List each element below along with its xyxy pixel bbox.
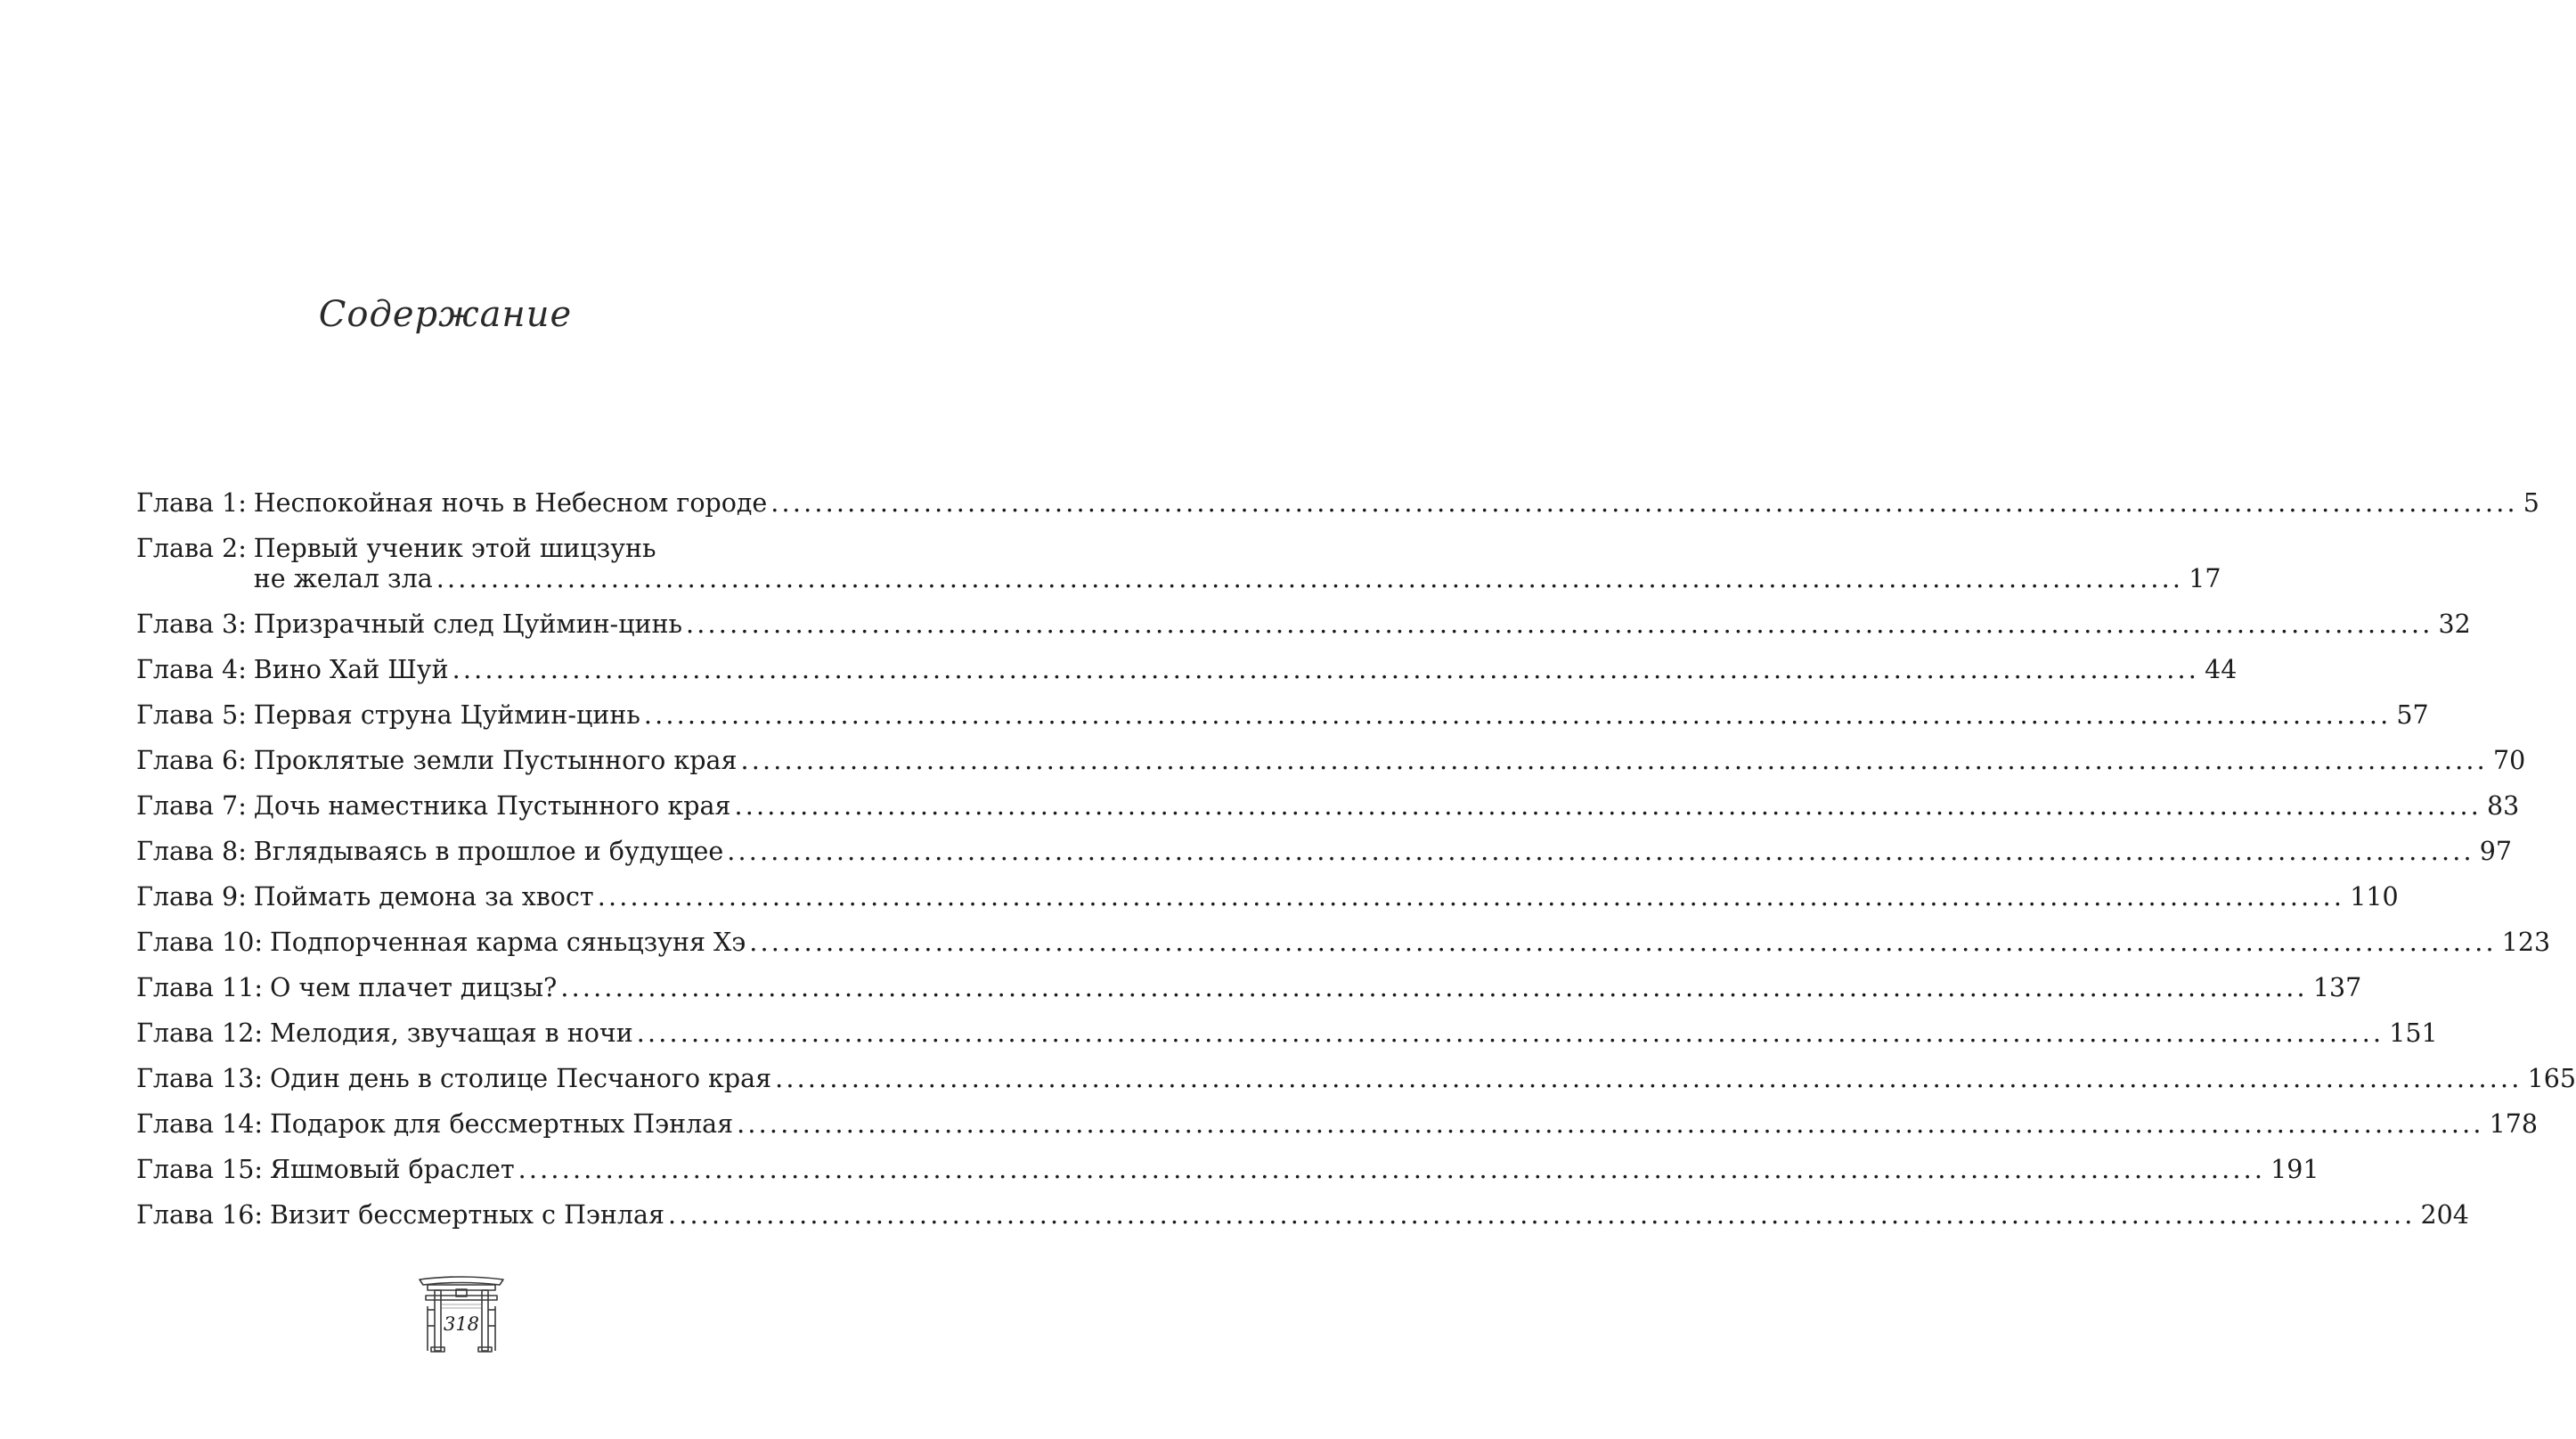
toc-chapter-label: Глава 13: bbox=[136, 1064, 263, 1093]
toc-entry-body bbox=[247, 837, 2513, 867]
toc-entry bbox=[136, 1200, 2469, 1231]
toc-leader-dots: ................................................................................................................................................................ bbox=[749, 928, 2497, 957]
toc-title: Вглядываясь в прошлое и будущее bbox=[253, 837, 724, 866]
toc-entry bbox=[136, 488, 2539, 519]
toc-leader-dots: ................................................................................................................................................................ bbox=[597, 882, 2345, 912]
toc-title: Мелодия, звучащая в ночи bbox=[269, 1018, 633, 1048]
toc-entry-body bbox=[247, 882, 2399, 912]
page-title: Содержание bbox=[318, 294, 573, 335]
toc-title-line bbox=[269, 1109, 2539, 1140]
toc-title-line bbox=[269, 1200, 2469, 1231]
toc-leader-dots: ................................................................................................................................................................ bbox=[560, 973, 2308, 1002]
toc-title-line bbox=[269, 1064, 2576, 1094]
toc-page-number: 178 bbox=[2489, 1109, 2539, 1139]
toc-entry-body bbox=[247, 700, 2429, 731]
toc-title-line bbox=[253, 564, 2221, 594]
toc-entry-body bbox=[263, 928, 2551, 958]
toc-title: Визит бессмертных с Пэнлая bbox=[269, 1200, 664, 1230]
toc-title: Неспокойная ночь в Небесном городе bbox=[253, 488, 768, 518]
toc-leader-dots: ................................................................................................................................................................ bbox=[436, 564, 2184, 593]
toc-chapter-label: Глава 9: bbox=[136, 882, 247, 912]
toc-title: О чем плачет дицзы? bbox=[269, 973, 558, 1002]
toc-entry bbox=[136, 791, 2520, 822]
toc-entry bbox=[136, 534, 2221, 594]
toc-title-line bbox=[269, 1155, 2319, 1185]
toc-page-number: 137 bbox=[2312, 973, 2362, 1002]
toc-leader-dots: ................................................................................................................................................................ bbox=[452, 655, 2200, 684]
toc-title-line bbox=[253, 488, 2539, 519]
toc-entry bbox=[136, 973, 2362, 1003]
toc-entry-body bbox=[247, 791, 2520, 822]
toc-leader-dots: ................................................................................................................................................................ bbox=[737, 1109, 2484, 1139]
toc-page-number: 110 bbox=[2350, 882, 2399, 912]
toc-leader-dots: ................................................................................................................................................................ bbox=[770, 488, 2518, 518]
toc-entry-body bbox=[263, 973, 2362, 1003]
toc-page-number: 17 bbox=[2189, 564, 2221, 593]
toc-page-number: 97 bbox=[2479, 837, 2513, 866]
toc-title-line bbox=[253, 837, 2513, 867]
toc-title-line bbox=[253, 700, 2429, 731]
toc-title: не желал зла bbox=[253, 564, 433, 593]
toc-title: Яшмовый браслет bbox=[269, 1155, 515, 1184]
toc-chapter-label: Глава 1: bbox=[136, 488, 247, 518]
toc-page-number: 5 bbox=[2523, 488, 2539, 518]
toc-entry bbox=[136, 928, 2551, 958]
toc-entry-body bbox=[263, 1018, 2438, 1049]
toc-chapter-label: Глава 12: bbox=[136, 1018, 263, 1048]
toc-page-number: 57 bbox=[2396, 700, 2429, 730]
toc-entry-body bbox=[247, 655, 2238, 685]
toc-title: Дочь наместника Пустынного края bbox=[253, 791, 731, 821]
toc-entry bbox=[136, 655, 2238, 685]
toc-entry bbox=[136, 1155, 2319, 1185]
toc-leader-dots: ................................................................................................................................................................ bbox=[686, 609, 2433, 639]
toc-entry bbox=[136, 609, 2471, 640]
toc-title: Поймать демона за хвост bbox=[253, 882, 594, 912]
toc-title: Первый ученик этой шицзунь bbox=[253, 534, 656, 563]
toc-chapter-label: Глава 15: bbox=[136, 1155, 263, 1184]
table-of-contents bbox=[136, 488, 2576, 1246]
toc-page-number: 151 bbox=[2389, 1018, 2438, 1048]
toc-entry bbox=[136, 882, 2399, 912]
toc-page-number: 165 bbox=[2527, 1064, 2576, 1093]
toc-title: Подпорченная карма сяньцзуня Хэ bbox=[269, 928, 746, 957]
toc-entry bbox=[136, 1064, 2576, 1094]
page-number: 318 bbox=[443, 1313, 480, 1335]
toc-title-line bbox=[253, 746, 2526, 776]
toc-entry bbox=[136, 1018, 2438, 1049]
toc-chapter-label: Глава 14: bbox=[136, 1109, 263, 1139]
toc-title: Подарок для бессмертных Пэнлая bbox=[269, 1109, 734, 1139]
toc-chapter-label: Глава 5: bbox=[136, 700, 247, 730]
toc-title-line bbox=[253, 655, 2238, 685]
toc-chapter-label: Глава 8: bbox=[136, 837, 247, 866]
toc-entry-body bbox=[247, 609, 2471, 640]
toc-title-line bbox=[253, 791, 2520, 822]
toc-leader-dots: ................................................................................................................................................................ bbox=[734, 791, 2482, 821]
toc-chapter-label: Глава 4: bbox=[136, 655, 247, 684]
toc-page-number: 44 bbox=[2205, 655, 2238, 684]
toc-page-number: 204 bbox=[2420, 1200, 2469, 1230]
toc-entry bbox=[136, 837, 2513, 867]
toc-leader-dots: ................................................................................................................................................................ bbox=[667, 1200, 2416, 1230]
toc-page-number: 32 bbox=[2438, 609, 2471, 639]
toc-chapter-label: Глава 7: bbox=[136, 791, 247, 821]
toc-leader-dots: ................................................................................................................................................................ bbox=[636, 1018, 2384, 1048]
toc-chapter-label: Глава 3: bbox=[136, 609, 247, 639]
toc-entry bbox=[136, 700, 2429, 731]
toc-page-number: 191 bbox=[2270, 1155, 2319, 1184]
toc-leader-dots: ................................................................................................................................................................ bbox=[775, 1064, 2523, 1093]
toc-page-number: 123 bbox=[2501, 928, 2551, 957]
toc-entry-body bbox=[263, 1064, 2576, 1094]
toc-entry bbox=[136, 1109, 2539, 1140]
toc-title: Призрачный след Цуймин-цинь bbox=[253, 609, 683, 639]
toc-title: Вино Хай Шуй bbox=[253, 655, 449, 684]
toc-title-line bbox=[254, 534, 790, 564]
toc-entry-body bbox=[247, 746, 2526, 776]
toc-entry-body bbox=[263, 1109, 2539, 1140]
toc-title-line bbox=[269, 1018, 2438, 1049]
toc-chapter-label: Глава 11: bbox=[136, 973, 263, 1002]
toc-title: Проклятые земли Пустынного края bbox=[253, 746, 738, 775]
toc-title-line bbox=[269, 973, 2362, 1003]
toc-entry-body bbox=[247, 488, 2539, 519]
toc-title: Первая струна Цуймин-цинь bbox=[253, 700, 640, 730]
toc-leader-dots: ................................................................................................................................................................ bbox=[518, 1155, 2266, 1184]
toc-chapter-label: Глава 10: bbox=[136, 928, 263, 957]
page-footer bbox=[417, 1272, 506, 1353]
toc-page-number: 83 bbox=[2487, 791, 2520, 821]
toc-page-number: 70 bbox=[2492, 746, 2526, 775]
toc-entry-body bbox=[247, 534, 2221, 594]
torii-gate-icon bbox=[417, 1272, 506, 1353]
toc-title-line bbox=[253, 609, 2471, 640]
toc-chapter-label: Глава 6: bbox=[136, 746, 247, 775]
toc-leader-dots: ................................................................................................................................................................ bbox=[643, 700, 2392, 730]
toc-title: Один день в столице Песчаного края bbox=[269, 1064, 772, 1093]
toc-title-line bbox=[269, 928, 2551, 958]
toc-leader-dots: ................................................................................................................................................................ bbox=[740, 746, 2488, 775]
toc-leader-dots: ................................................................................................................................................................ bbox=[727, 837, 2474, 866]
toc-title-line bbox=[253, 882, 2399, 912]
toc-entry-body bbox=[263, 1200, 2469, 1231]
toc-chapter-label: Глава 2: bbox=[136, 534, 247, 563]
toc-chapter-label: Глава 16: bbox=[136, 1200, 263, 1230]
toc-entry bbox=[136, 746, 2526, 776]
toc-entry-body bbox=[263, 1155, 2319, 1185]
